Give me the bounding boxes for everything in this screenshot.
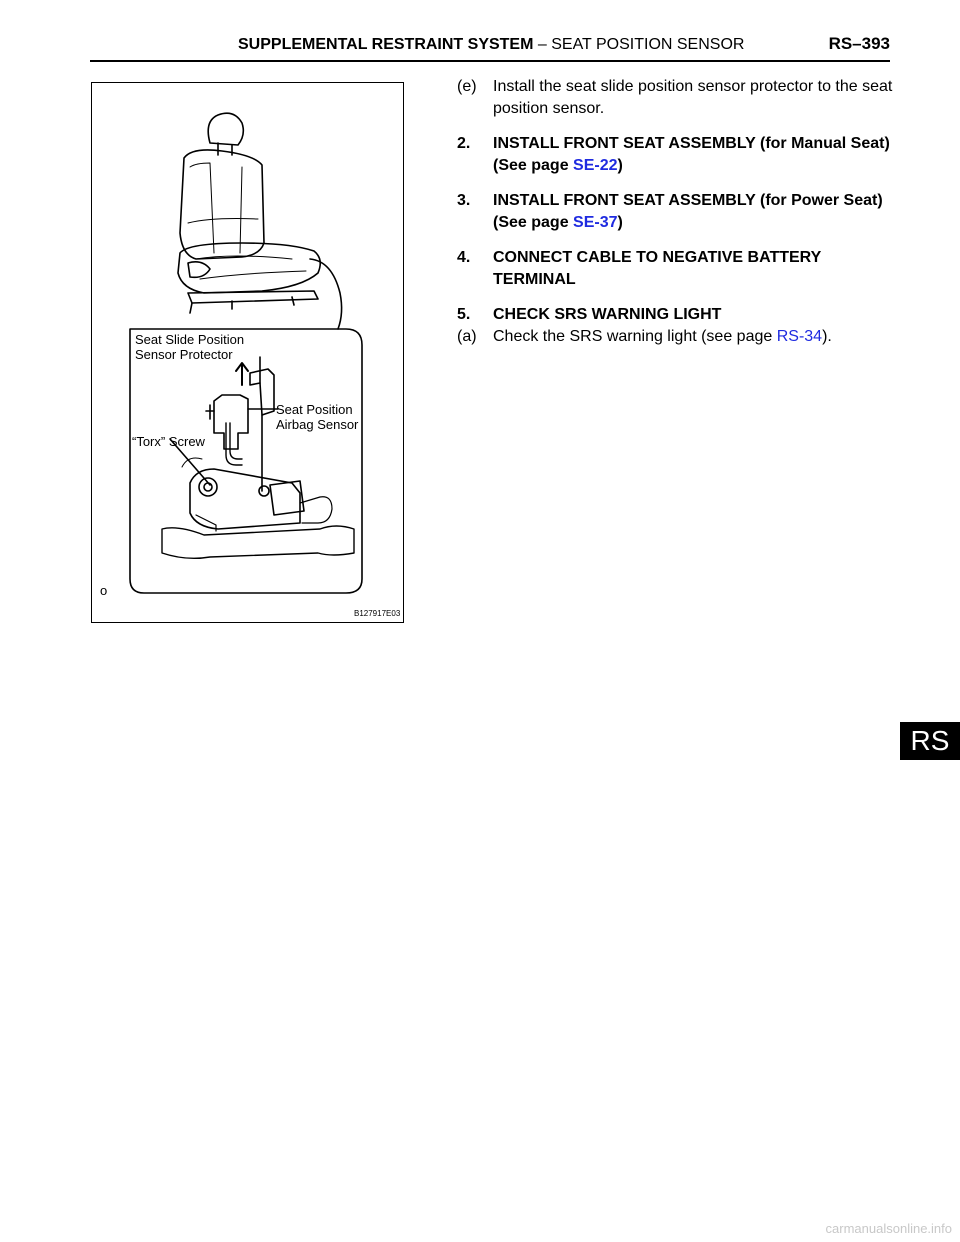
instruction-text xyxy=(457,76,897,348)
header-rule xyxy=(90,60,890,62)
link-rs-34[interactable]: RS-34 xyxy=(776,328,823,345)
protector-piece xyxy=(250,369,274,415)
substep-a: (a) Check the SRS warning light (see page RS-34). xyxy=(457,328,832,345)
label-torx-screw: “Torx” Screw xyxy=(132,434,205,449)
rail-section xyxy=(162,526,354,558)
step-4: 4. CONNECT CABLE TO NEGATIVE BATTERY TERMINAL xyxy=(457,249,822,288)
sensor-bracket xyxy=(214,395,248,449)
page-header xyxy=(90,32,890,62)
header-title: SUPPLEMENTAL RESTRAINT SYSTEM – SEAT POSITION SENSOR xyxy=(238,36,745,53)
substep-e: (e) Install the seat slide position sensor protector to the seat position sensor. xyxy=(457,78,893,117)
link-se-22[interactable]: SE-22 xyxy=(573,157,618,174)
step-5: 5. CHECK SRS WARNING LIGHT xyxy=(457,306,722,323)
headrest xyxy=(208,113,243,145)
torx-screw xyxy=(199,478,217,496)
label-mark: o xyxy=(100,583,108,598)
section-tab-rs: RS xyxy=(900,722,960,760)
illustration-figure xyxy=(91,82,404,623)
page-number: RS–393 xyxy=(828,34,890,53)
label-sensor-line2: Airbag Sensor xyxy=(276,417,359,432)
seat-rails xyxy=(188,291,318,303)
seat-cushion xyxy=(178,243,320,293)
step-2: 2. INSTALL FRONT SEAT ASSEMBLY (for Manual Seat) (See page SE-22) xyxy=(457,135,890,174)
connector xyxy=(270,481,304,515)
label-sensor-line1: Seat Position xyxy=(276,402,353,417)
seat-sensor-diagram xyxy=(92,83,405,624)
label-protector-line2: Sensor Protector xyxy=(135,347,233,362)
label-protector-line1: Seat Slide Position xyxy=(135,332,245,347)
link-se-37[interactable]: SE-37 xyxy=(573,214,618,231)
step-3: 3. INSTALL FRONT SEAT ASSEMBLY (for Power Seat) (See page SE-37) xyxy=(457,192,883,231)
figure-code: B127917E03 xyxy=(354,609,401,618)
footer-watermark: carmanualsonline.info xyxy=(825,1221,952,1236)
